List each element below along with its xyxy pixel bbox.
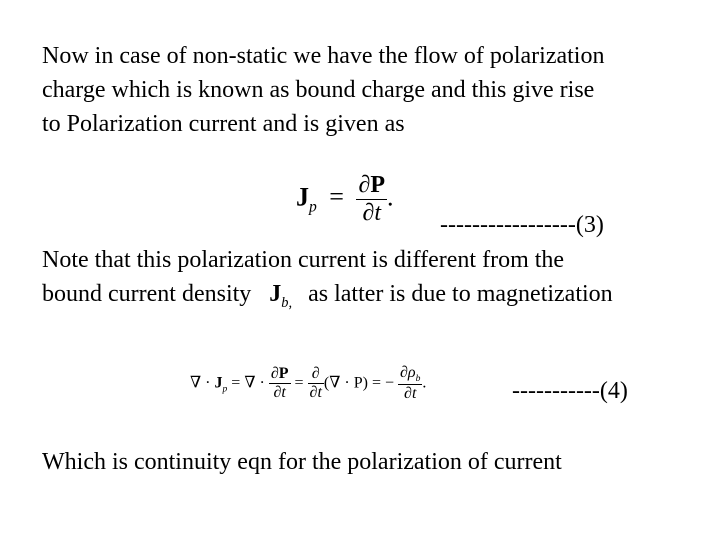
paragraph-line-2: charge which is known as bound charge and this give rise: [42, 77, 595, 103]
eq4-trailing: .: [422, 374, 427, 392]
paragraph2-line-2a: bound current density: [42, 281, 252, 307]
closing-text: Which is continuity eqn for the polarization of current: [42, 449, 562, 475]
eq3-numerator: ∂P: [358, 172, 385, 198]
eq4-J: J: [214, 374, 223, 392]
eq4-nabla-dot: ∇ ·: [190, 374, 215, 392]
eq3-fraction: [356, 172, 387, 227]
equation-4-label: -----------(4): [512, 378, 628, 404]
paragraph2-line-2: [42, 278, 613, 319]
eq4-fraction-1: $\frac{\partial P}{\partial t}$: [270, 365, 289, 402]
eq4-eq1: = ∇ ·: [227, 374, 269, 392]
paragraph2-line-2b: as latter is due to magnetization: [308, 281, 613, 307]
eq4-eq2: =: [290, 374, 308, 392]
equation-4: [190, 364, 426, 403]
eq3-equals: =: [329, 182, 344, 212]
eq4-middle: (∇ · P) = −: [323, 374, 395, 392]
eq4-fraction-2: $\frac{\partial}{\partial t}$: [309, 365, 322, 402]
eq3-lhs-sub: p: [309, 198, 317, 216]
eq3-denominator: ∂t: [362, 200, 381, 226]
eq4-fraction-3: $\frac{\partial\rho_b}{\partial t}$: [400, 364, 421, 403]
eq3-trailing: .: [387, 182, 394, 212]
paragraph2-line-1: Note that this polarization current is different from the: [42, 247, 565, 273]
inline-jb-symbol: $J_{b,}$: [269, 281, 293, 311]
eq3-lhs-symbol: J: [296, 182, 309, 212]
equation-3: [296, 172, 394, 227]
eq4-J-sub: p: [222, 383, 228, 395]
paragraph-line-1: Now in case of non-static we have the flow of polarization: [42, 43, 605, 69]
paragraph-line-3: to Polarization current and is given as: [42, 111, 405, 137]
equation-3-label: -----------------(3): [440, 212, 604, 238]
